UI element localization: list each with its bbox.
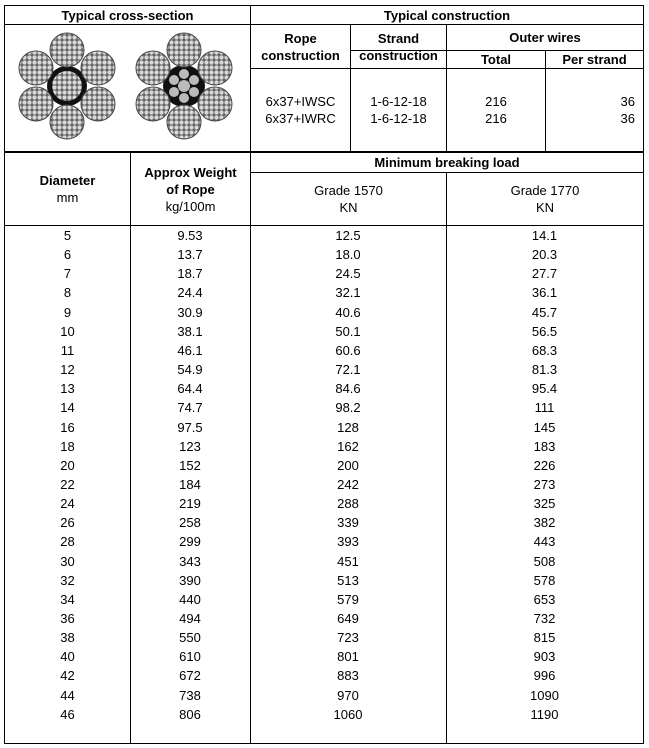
grade-1770-cell: 578 bbox=[533, 572, 556, 588]
total-values bbox=[447, 69, 545, 151]
grade-1770-header bbox=[447, 173, 643, 225]
diameter-cell: 30 bbox=[60, 553, 75, 569]
grade-1770-cell: 1190 bbox=[530, 706, 559, 722]
grade-1570-cell: 24.5 bbox=[335, 266, 361, 282]
header-line: mm bbox=[56, 190, 79, 205]
strand-construction-header bbox=[351, 25, 446, 68]
diameter-cell: 20 bbox=[60, 457, 75, 473]
grade-1770-cell: 14.1 bbox=[531, 228, 558, 243]
weight-cell: 13.7 bbox=[177, 247, 203, 263]
diameter-cell: 16 bbox=[60, 419, 75, 435]
weight-cell: 184 bbox=[179, 476, 201, 492]
table-row bbox=[5, 533, 643, 552]
grade-1770-cell: 508 bbox=[533, 553, 556, 569]
diameter-cell: 5 bbox=[63, 228, 72, 243]
table-row bbox=[5, 380, 643, 399]
grade-1770-cell: 653 bbox=[533, 591, 556, 607]
weight-cell: 18.7 bbox=[177, 266, 203, 282]
diameter-cell: 18 bbox=[60, 438, 75, 454]
diameter-cell: 32 bbox=[60, 572, 75, 588]
table-row bbox=[5, 495, 643, 514]
diameter-cell: 24 bbox=[60, 496, 75, 512]
table-row bbox=[5, 553, 643, 572]
grade-1770-cell: 903 bbox=[533, 649, 556, 665]
table-row bbox=[5, 457, 643, 476]
table-row bbox=[5, 419, 643, 438]
header-line: KN bbox=[339, 200, 358, 215]
weight-cell: 54.9 bbox=[177, 362, 203, 378]
weight-header bbox=[131, 153, 250, 225]
table-row bbox=[5, 227, 643, 246]
diameter-cell: 7 bbox=[63, 266, 72, 282]
grade-1570-cell: 393 bbox=[337, 534, 359, 550]
grade-1570-cell: 883 bbox=[337, 668, 359, 684]
grade-1770-cell: 56.5 bbox=[531, 323, 558, 339]
divider bbox=[5, 225, 643, 226]
table-row bbox=[5, 438, 643, 457]
weight-cell: 258 bbox=[179, 515, 201, 531]
diameter-cell: 9 bbox=[63, 304, 72, 320]
outer-wires-header: Outer wires bbox=[509, 30, 581, 45]
weight-cell: 550 bbox=[179, 630, 201, 646]
weight-cell: 219 bbox=[179, 496, 201, 512]
rope-cross-section-iwrc-icon bbox=[134, 30, 234, 142]
strand-construction-value: 1-6-12-18 bbox=[370, 94, 427, 109]
weight-cell: 97.5 bbox=[177, 419, 203, 435]
grade-1770-cell: 996 bbox=[533, 668, 556, 684]
grade-1770-cell: 27.7 bbox=[531, 266, 558, 282]
diameter-cell: 22 bbox=[60, 476, 75, 492]
weight-cell: 672 bbox=[179, 668, 201, 684]
grade-1570-cell: 513 bbox=[337, 572, 359, 588]
weight-cell: 64.4 bbox=[177, 381, 203, 397]
weight-cell: 299 bbox=[179, 534, 201, 550]
grade-1570-cell: 18.0 bbox=[335, 247, 361, 263]
diameter-cell: 36 bbox=[60, 611, 75, 626]
grade-1770-cell: 382 bbox=[533, 515, 556, 531]
grade-1570-cell: 128 bbox=[337, 419, 359, 435]
weight-cell: 343 bbox=[179, 553, 201, 569]
grade-1770-cell: 325 bbox=[533, 496, 556, 512]
diameter-cell: 42 bbox=[60, 668, 75, 684]
grade-1770-cell: 45.7 bbox=[531, 304, 558, 320]
header-line: Diameter bbox=[39, 173, 96, 188]
per-strand-header: Per strand bbox=[562, 52, 627, 67]
header-line: construction bbox=[359, 47, 438, 63]
header-line: construction bbox=[261, 47, 340, 63]
weight-cell: 123 bbox=[179, 438, 201, 454]
grade-1770-cell: 68.3 bbox=[531, 342, 558, 358]
diameter-cell: 40 bbox=[60, 649, 75, 665]
table-row bbox=[5, 610, 643, 629]
header-line: kg/100m bbox=[165, 198, 216, 214]
table-row bbox=[5, 246, 643, 265]
table-row bbox=[5, 591, 643, 610]
grade-1770-cell: 226 bbox=[533, 457, 556, 473]
diameter-cell: 34 bbox=[60, 591, 75, 607]
table-row bbox=[5, 284, 643, 303]
header-line: Strand bbox=[377, 30, 420, 46]
grade-1770-cell: 443 bbox=[533, 534, 556, 550]
table-row bbox=[5, 687, 643, 706]
grade-1570-cell: 40.6 bbox=[335, 304, 361, 320]
table-row bbox=[5, 342, 643, 361]
diameter-cell: 11 bbox=[60, 342, 75, 358]
grade-1570-cell: 579 bbox=[337, 591, 359, 607]
header-line: of Rope bbox=[166, 181, 215, 197]
header-line: Grade 1770 bbox=[510, 183, 580, 198]
diameter-cell: 44 bbox=[60, 687, 75, 703]
grade-1570-cell: 162 bbox=[337, 438, 359, 454]
weight-cell: 610 bbox=[179, 649, 201, 665]
weight-cell: 390 bbox=[179, 572, 201, 588]
diameter-cell: 6 bbox=[63, 247, 72, 263]
weight-cell: 74.7 bbox=[177, 400, 203, 416]
rope-construction-value: 6x37+IWSC bbox=[265, 94, 336, 109]
diameter-cell: 13 bbox=[60, 381, 75, 397]
weight-cell: 738 bbox=[179, 687, 201, 703]
weight-cell: 152 bbox=[179, 457, 201, 473]
table-row bbox=[5, 265, 643, 284]
diameter-cell: 14 bbox=[60, 400, 75, 416]
grade-1570-cell: 288 bbox=[337, 496, 359, 512]
table-row bbox=[5, 706, 643, 725]
grade-1570-cell: 32.1 bbox=[335, 285, 361, 301]
grade-1570-cell: 451 bbox=[337, 553, 359, 569]
grade-1570-cell: 50.1 bbox=[335, 323, 361, 339]
diameter-cell: 26 bbox=[60, 515, 75, 531]
diameter-cell: 12 bbox=[60, 362, 75, 378]
table-row bbox=[5, 399, 643, 418]
diameter-cell: 28 bbox=[60, 534, 75, 550]
diameter-cell: 10 bbox=[60, 323, 75, 339]
table-row bbox=[5, 323, 643, 342]
grade-1570-cell: 723 bbox=[337, 630, 359, 646]
table-row bbox=[5, 648, 643, 667]
grade-1770-cell: 95.4 bbox=[531, 381, 558, 397]
rope-construction-values bbox=[251, 69, 350, 151]
strand-construction-values bbox=[351, 69, 446, 151]
weight-cell: 494 bbox=[179, 611, 201, 626]
grade-1570-cell: 12.5 bbox=[335, 228, 361, 243]
table-row bbox=[5, 476, 643, 495]
diameter-cell: 8 bbox=[63, 285, 72, 301]
weight-cell: 440 bbox=[179, 591, 201, 607]
per-strand-values bbox=[546, 69, 643, 151]
per-strand-value: 36 bbox=[620, 94, 635, 109]
table-row bbox=[5, 361, 643, 380]
grade-1570-cell: 970 bbox=[337, 687, 359, 703]
weight-cell: 38.1 bbox=[177, 323, 203, 339]
strand-construction-value: 1-6-12-18 bbox=[370, 111, 427, 126]
grade-1570-cell: 242 bbox=[337, 476, 359, 492]
grade-1570-cell: 60.6 bbox=[335, 342, 361, 358]
table-row bbox=[5, 572, 643, 591]
rope-construction-header bbox=[251, 25, 350, 68]
header-line: Grade 1570 bbox=[314, 183, 383, 198]
table-row bbox=[5, 514, 643, 533]
weight-cell: 24.4 bbox=[177, 285, 203, 301]
grade-1570-cell: 801 bbox=[337, 649, 359, 665]
weight-cell: 30.9 bbox=[177, 304, 203, 320]
construction-title: Typical construction bbox=[383, 7, 511, 23]
weight-cell: 806 bbox=[179, 706, 201, 722]
diameter-cell: 46 bbox=[60, 706, 75, 722]
table-row bbox=[5, 304, 643, 323]
grade-1570-cell: 1060 bbox=[333, 706, 363, 722]
grade-1770-cell: 36.1 bbox=[531, 285, 558, 301]
cross-section-title: Typical cross-section bbox=[61, 7, 194, 23]
grade-1570-cell: 84.6 bbox=[335, 381, 361, 397]
header-line: Approx Weight bbox=[144, 164, 237, 180]
total-header: Total bbox=[480, 52, 512, 67]
grade-1770-cell: 815 bbox=[533, 630, 556, 646]
table-row bbox=[5, 667, 643, 686]
weight-cell: 9.53 bbox=[177, 228, 203, 243]
diameter-header bbox=[5, 153, 130, 225]
mbl-title: Minimum breaking load bbox=[374, 155, 520, 170]
grade-1570-cell: 98.2 bbox=[335, 400, 361, 416]
grade-1570-cell: 72.1 bbox=[335, 362, 361, 378]
grade-1570-header bbox=[251, 173, 446, 225]
grade-1570-cell: 339 bbox=[337, 515, 359, 531]
grade-1770-cell: 273 bbox=[533, 476, 556, 492]
header-line: KN bbox=[535, 200, 555, 215]
total-value: 216 bbox=[485, 94, 507, 109]
rope-cross-section-iwsc-icon bbox=[17, 30, 117, 142]
weight-cell: 46.1 bbox=[177, 342, 203, 358]
per-strand-value: 36 bbox=[620, 111, 635, 126]
grade-1570-cell: 649 bbox=[337, 611, 359, 626]
header-line: Rope bbox=[284, 30, 317, 46]
grade-1770-cell: 111 bbox=[534, 400, 555, 416]
grade-1770-cell: 145 bbox=[533, 419, 556, 435]
grade-1770-cell: 1090 bbox=[530, 687, 559, 703]
grade-1570-cell: 200 bbox=[337, 457, 359, 473]
diameter-cell: 38 bbox=[60, 630, 75, 646]
grade-1770-cell: 183 bbox=[533, 438, 556, 454]
grade-1770-cell: 732 bbox=[533, 611, 556, 626]
table-row bbox=[5, 629, 643, 648]
rope-spec-table bbox=[4, 5, 644, 744]
grade-1770-cell: 81.3 bbox=[531, 362, 558, 378]
grade-1770-cell: 20.3 bbox=[531, 247, 558, 263]
total-value: 216 bbox=[485, 111, 507, 126]
rope-construction-value: 6x37+IWRC bbox=[265, 111, 336, 126]
